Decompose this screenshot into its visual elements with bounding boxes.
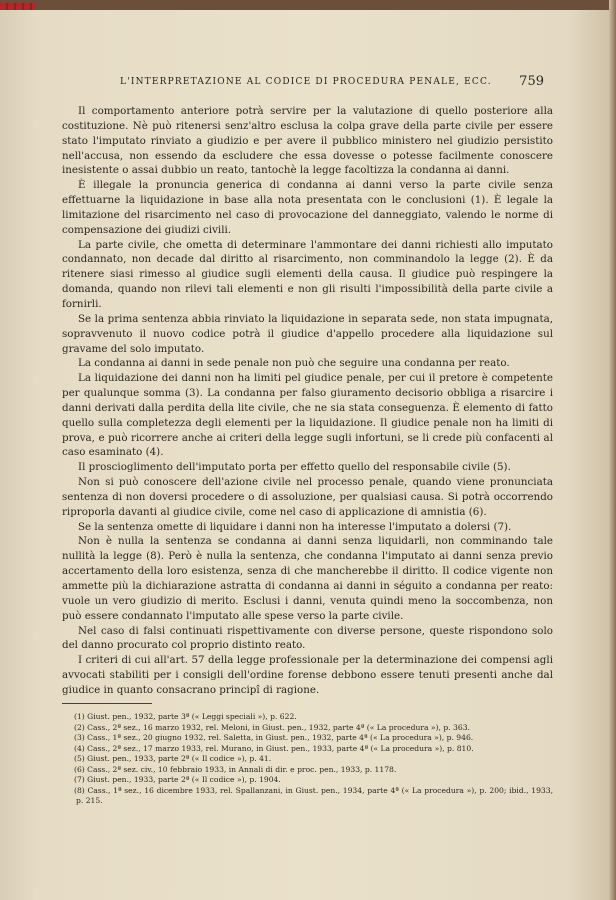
footnote: (4) Cass., 2ª sez., 17 marzo 1933, rel. Murano, in Giust. pen., 1933, parte 4ª (« La procedura »), p. 810. bbox=[74, 743, 474, 753]
footnote: (2) Cass., 2ª sez., 16 marzo 1932, rel. Meloni, in Giust. pen., 1932, parte 4ª (« La procedura »), p. 363. bbox=[74, 722, 470, 732]
page-header bbox=[90, 74, 544, 94]
paragraph: Non è nulla la sentenza se condanna ai danni senza liquidarli, non comminando tale nullità la legge (8). Però è nulla la sentenza, che condanna l'imputato ai danni senza previo accertamento della loro esistenza, senza di che mancherebbe il diritto. Il codice vigente non ammette più la dichiarazione astratta di condanna ai danni in séguito a condanna per reato: vuole un vero giudizio di merito. Esclusi i danni, venuta quindi meno la soccombenza, non può essere condannato l'imputato alle spese verso la parte civile. bbox=[62, 535, 553, 622]
paragraph: Il proscioglimento dell'imputato porta per effetto quello del responsabile civile (5). bbox=[78, 461, 511, 474]
red-bookmark-ribbon bbox=[0, 3, 36, 10]
running-title: L'INTERPRETAZIONE AL CODICE DI PROCEDURA PENALE, ECC. bbox=[120, 77, 492, 87]
paragraph: È illegale la pronuncia generica di condanna ai danni verso la parte civile senza effettuarne la liquidazione in base alla nota presentata con le conclusioni (1). È legale la limitazione del risarcimento nel caso di provocazione del danneggiato, valendo le norme di compensazione dei giudizi civili. bbox=[62, 179, 553, 236]
top-binding-strip bbox=[0, 0, 616, 10]
paragraph: Se la prima sentenza abbia rinviato la liquidazione in separata sede, non stata impugnata, sopravvenuto il nuovo codice potrà il giudice d'appello procedere alla liquidazione sul gravame del solo imputato. bbox=[62, 312, 553, 355]
paragraph: La liquidazione dei danni non ha limiti pel giudice penale, per cui il pretore è competente per qualunque somma (3). La condanna per falso giuramento decisorio obbliga a risarcire i danni derivati dalla perdita della lite civile, che ne sia stata conseguenza. È elemento di fatto quello sulla completezza degli elementi per la liquidazione. Il giudice penale non ha limiti di prova, e può ricorrere anche ai criteri della legge sugli infortuni, se li crede più confacenti al caso esaminato (4). bbox=[62, 372, 553, 459]
page-number: 759 bbox=[519, 74, 544, 89]
footnote: (8) Cass., 1ª sez., 16 dicembre 1933, rel. Spallanzani, in Giust. pen., 1934, parte 4ª (« La procedura »), p. 200; ibid., 1933, p. 215. bbox=[74, 785, 553, 805]
footnote: (5) Giust. pen., 1933, parte 2ª (« Il codice »), p. 41. bbox=[74, 754, 272, 763]
paragraph: La parte civile, che ometta di determinare l'ammontare dei danni richiesti allo imputato condannato, non decade dal diritto al risarcimento, non comminandolo la legge (2). È da ritenere siasi rimesso al giudice sugli elementi della causa. Il giudice può respingere la domanda, quando non rilevi tali elementi e non gli risulti l'impossibilità della parte civile a fornirli. bbox=[62, 238, 553, 310]
page-edge-shadow bbox=[609, 0, 616, 900]
footnote: (7) Giust. pen., 1933, parte 2ª (« Il codice »), p. 1904. bbox=[74, 775, 281, 784]
footnote: (3) Cass., 1ª sez., 20 giugno 1932, rel. Saletta, in Giust. pen., 1932, parte 4ª (« La procedura »), p. 946. bbox=[74, 733, 474, 742]
footnotes bbox=[62, 712, 553, 807]
paragraph: Se la sentenza omette di liquidare i danni non ha interesse l'imputato a dolersi (7). bbox=[78, 520, 512, 533]
paragraph: Nel caso di falsi continuati rispettivamente con diverse persone, queste rispondono solo del danno procurato col proprio distinto reato. bbox=[62, 624, 553, 652]
paragraph: La condanna ai danni in sede penale non può che seguire una condanna per reato. bbox=[78, 357, 510, 370]
body-text bbox=[62, 104, 553, 698]
footnote: (1) Giust. pen., 1932, parte 3ª (« Leggi speciali »), p. 622. bbox=[74, 712, 297, 721]
paragraph: Il comportamento anteriore potrà servire per la valutazione di quello posteriore alla costituzione. Nè può ritenersi senz'altro esclusa la colpa grave della parte civile per essere stato l'imputato rinviato a giudizio e per avere il pubblico ministero nel giudizio persistito nell'accusa, non essendo da escludere che essa dovesse o potesse facilmente conoscere inesistente o assai dubbio un reato, tantochè la legge facoltizza la condanna ai danni. bbox=[62, 105, 553, 177]
paragraph: Non si può conoscere dell'azione civile nel processo penale, quando viene pronunciata sentenza di non doversi procedere o di assoluzione, per qualsiasi causa. Si potrà occorrendo riproporla davanti al giudice civile, come nel caso di applicazione di amnistia (6). bbox=[62, 476, 553, 518]
paragraph: I criteri di cui all'art. 57 della legge professionale per la determinazione dei compensi agli avvocati stabiliti per i consigli dell'ordine forense debbono essere tenuti presenti anche dal giudice in quanto consacrano principî di ragione. bbox=[62, 654, 553, 696]
footnote: (6) Cass., 2ª sez. civ., 10 febbraio 1933, in Annali di dir. e proc. pen., 1933, p. 1178. bbox=[74, 764, 397, 774]
footnote-separator bbox=[62, 703, 152, 704]
